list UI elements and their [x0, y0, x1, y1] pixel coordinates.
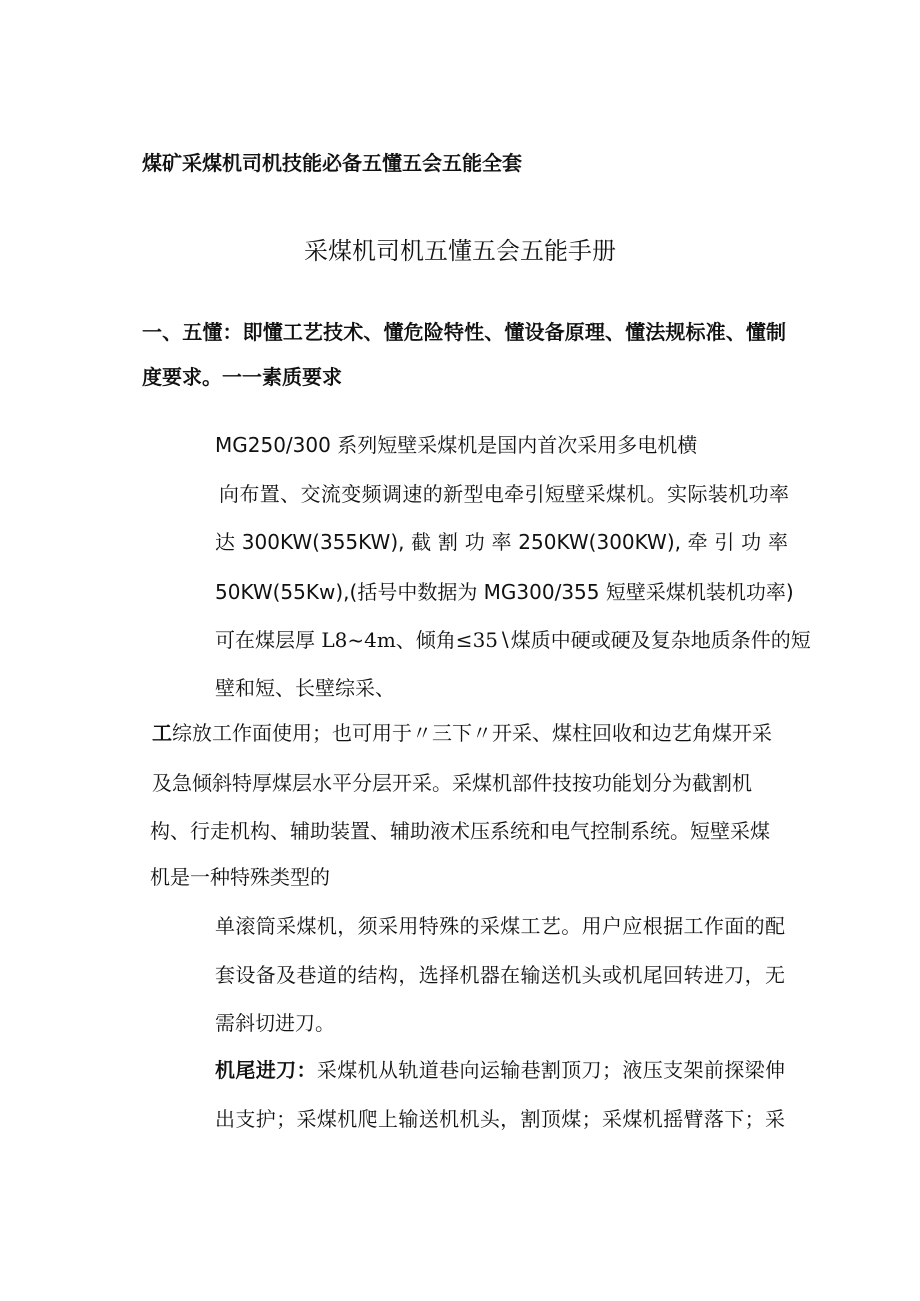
paragraph-4-line-2: 出支护；采煤机爬上输送机机头，割顶煤；采煤机摇臂落下；采	[215, 1107, 785, 1131]
paragraph-2-line-2: 及急倾斜特厚煤层水平分层开采。采煤机部件技按功能划分为截割机	[152, 771, 752, 795]
document-title: 煤矿采煤机司机技能必备五懂五会五能全套	[142, 151, 522, 175]
section-heading-line-1: 一、五懂：即懂工艺技术、懂危险特性、懂设备原理、懂法规标准、懂制	[142, 320, 786, 344]
paragraph-1-line-6: 壁和短、长壁综采、	[215, 676, 395, 700]
section-heading-line-2: 度要求。一一素质要求	[142, 365, 342, 389]
manual-title: 采煤机司机五懂五会五能手册	[304, 237, 616, 265]
paragraph-4-line-1-text: 采煤机从轨道巷向运输巷割顶刀；液压支架前探梁伸	[316, 1058, 786, 1082]
paragraph-4-line-1	[215, 1055, 785, 1085]
paragraph-1-line-1: MG250/300 系列短壁采煤机是国内首次采用多电机横	[215, 433, 698, 457]
paragraph-3-line-3: 需斜切进刀。	[215, 1011, 335, 1035]
paragraph-1-line-4: 50KW(55Kw),(括号中数据为 MG300/355 短壁采煤机装机功率)	[215, 580, 794, 604]
paragraph-3-line-1: 单滚筒采煤机，须采用特殊的采煤工艺。用户应根据工作面的配	[215, 914, 785, 938]
paragraph-2-line-1-text: 综放工作面使用；也可用于〃三下〃开采、煤柱回收和边艺角煤开采	[172, 721, 772, 745]
paragraph-1-line-3: 达 300KW(355KW), 截 割 功 率 250KW(300KW), 牵 引 功 率	[215, 530, 788, 554]
paragraph-1-line-5: 可在煤层厚 L8~4m、倾角≤35∖煤质中硬或硬及复杂地质条件的短	[215, 628, 811, 652]
paragraph-3-line-2: 套设备及巷道的结构，选择机器在输送机头或机尾回转进刀，无	[215, 963, 785, 987]
paragraph-1-line-2: 向布置、交流变频调速的新型电牵引短壁采煤机。实际装机功率	[219, 482, 789, 506]
paragraph-2-line-4: 机是一种特殊类型的	[150, 865, 330, 889]
paragraph-2-line-1	[152, 718, 772, 748]
paragraph-2-lead: 工	[152, 721, 172, 745]
paragraph-2-line-3: 构、行走机构、辅助装置、辅助液术压系统和电气控制系统。短壁采煤	[150, 819, 770, 843]
paragraph-4-term: 机尾进刀：	[215, 1058, 317, 1082]
